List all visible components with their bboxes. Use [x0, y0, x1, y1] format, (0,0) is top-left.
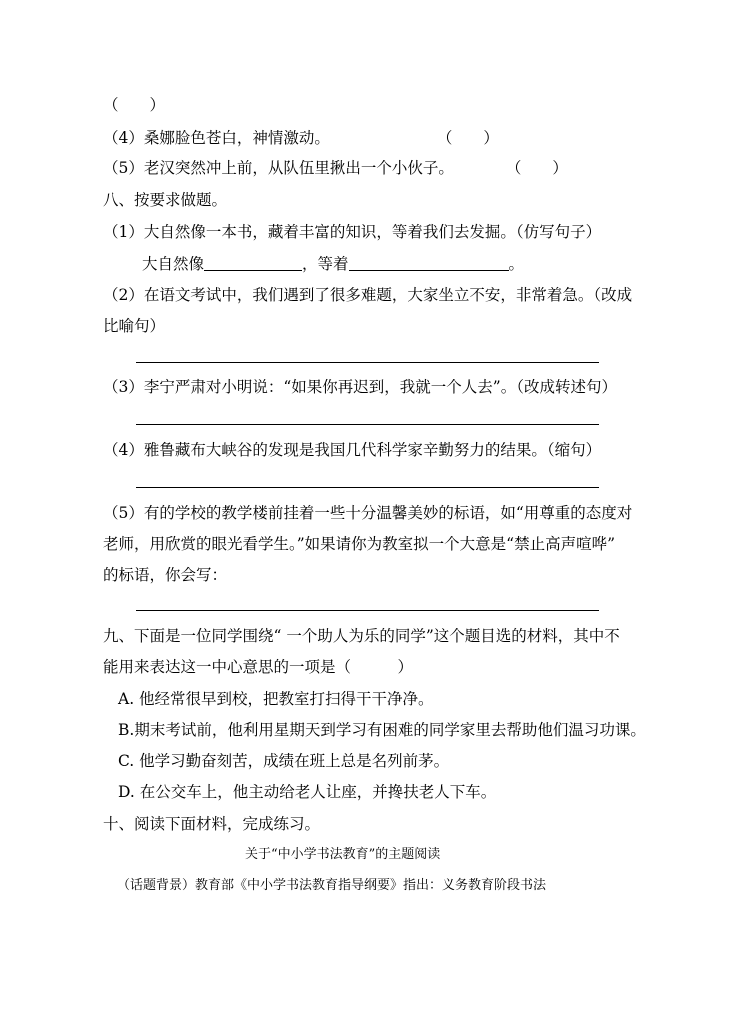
- section-8-q1: （1）大自然像一本书，藏着丰富的知识，等着我们去发掘。（仿写句子）: [103, 223, 602, 241]
- section-9-option-c[interactable]: C. 他学习勤奋刻苦，成绩在班上总是名列前茅。: [118, 752, 450, 770]
- question-4-text: （4）桑娜脸色苍白，神情激动。: [103, 129, 330, 147]
- section-9-option-b[interactable]: B.期末考试前，他利用星期天到学习有困难的同学家里去帮助他们温习功课。: [118, 721, 646, 739]
- q2-answer-line[interactable]: [136, 362, 599, 363]
- q1-fill-prefix: 大自然像: [142, 255, 205, 273]
- section-8-q5-line2: 老师，用欣赏的眼光看学生。”如果请你为教室拟一个大意是“禁止高声喧哗”: [103, 535, 616, 553]
- reading-paragraph-1: （话题背景）教育部《中小学书法教育指导纲要》指出：义务教育阶段书法: [117, 878, 547, 893]
- section-9-line2: 能用来表达这一中心意思的一项是（ ）: [103, 658, 414, 676]
- section-9-line1: 九、下面是一位同学围绕“ 一个助人为乐的同学”这个题目选的材料，其中不: [103, 627, 620, 645]
- question-5: [103, 158, 568, 178]
- q1-blank-2[interactable]: [349, 255, 509, 271]
- section-9-option-a[interactable]: A. 他经常很早到校，把教室打扫得干干净净。: [118, 690, 434, 708]
- question-5-text: （5）老汉突然冲上前，从队伍里揪出一个小伙子。: [103, 159, 454, 177]
- answer-paren-prev[interactable]: （ ）: [103, 96, 166, 114]
- q5-answer-line[interactable]: [136, 610, 599, 611]
- section-8-q5-line3: 的标语，你会写：: [103, 566, 228, 584]
- section-8-q2-line2: 比喻句）: [103, 317, 166, 335]
- question-5-answer-paren[interactable]: （ ）: [505, 159, 568, 177]
- q4-answer-line[interactable]: [136, 487, 599, 488]
- section-10-heading: 十、阅读下面材料，完成练习。: [103, 815, 321, 833]
- q1-fill-middle: ，等着: [302, 255, 349, 273]
- section-8-q3: （3）李宁严肃对小明说：“如果你再迟到，我就一个人去”。（改成转述句）: [103, 378, 617, 396]
- section-8-q2-line1: （2）在语文考试中，我们遇到了很多难题，大家坐立不安，非常着急。（改成: [103, 286, 633, 304]
- q3-answer-line[interactable]: [136, 424, 599, 425]
- section-9-option-d[interactable]: D. 在公交车上，他主动给老人让座，并搀扶老人下车。: [118, 783, 497, 801]
- section-8-q4: （4）雅鲁藏布大峡谷的发现是我国几代科学家辛勤努力的结果。（缩句）: [103, 441, 602, 459]
- q1-fill-end: 。: [508, 255, 525, 273]
- question-4-answer-paren[interactable]: （ ）: [436, 129, 499, 147]
- reading-title: 关于“中小学书法教育”的主题阅读: [245, 847, 441, 862]
- section-8-heading: 八、按要求做题。: [103, 191, 228, 209]
- question-4: [103, 128, 499, 148]
- section-8-q5-line1: （5）有的学校的教学楼前挂着一些十分温馨美妙的标语，如“用尊重的态度对: [103, 504, 633, 522]
- q1-blank-1[interactable]: [204, 255, 302, 271]
- section-8-q1-fill: [142, 254, 524, 274]
